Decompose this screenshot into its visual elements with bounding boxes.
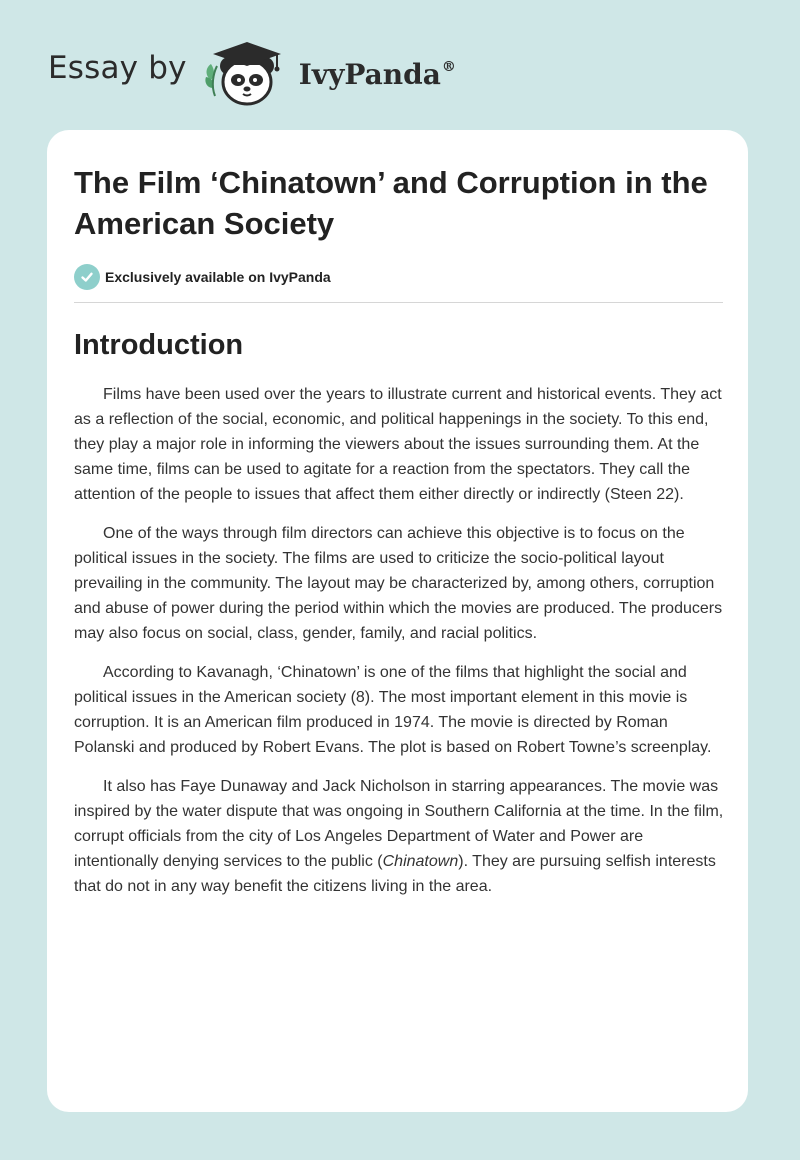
title-divider xyxy=(74,302,723,303)
exclusive-badge xyxy=(74,264,722,290)
paragraph-2: One of the ways through film directors can achieve this objective is to focus on the political issues in the society. The films are used to criticize the socio-political layout prevailing in the community. The layout may be characterized by, among others, corruption and abuse of power during the period within which the movies are produced. The producers may also focus on social, class, gender, family, and racial politics. xyxy=(74,525,723,642)
paragraph-3: According to Kavanagh, ‘Chinatown’ is one of the films that highlight the social and political issues in the American society (8). The most important element in this movie is corruption. It is an American film produced in 1974. The movie is directed by Roman Polanski and produced by Robert Evans. The plot is based on Robert Towne’s screenplay. xyxy=(74,664,712,756)
panda-graduate-icon xyxy=(201,36,293,108)
brand-prefix: Essay by xyxy=(48,50,187,86)
check-circle-icon xyxy=(74,264,100,290)
registered-mark: ® xyxy=(441,59,456,76)
exclusive-badge-text: Exclusively available on IvyPanda xyxy=(105,269,331,285)
film-title-italic: Chinatown xyxy=(382,853,459,870)
brand-name: IvyPanda® xyxy=(298,57,456,91)
essay-title: The Film ‘Chinatown’ and Corruption in the American Society xyxy=(74,165,708,241)
section-heading-introduction: Introduction xyxy=(74,329,244,361)
essay-card xyxy=(47,130,748,1112)
paragraph-4: It also has Faye Dunaway and Jack Nicholson in starring appearances. The movie was inspired by the water dispute that was ongoing in Southern California at the time. In the film, corrupt officials from the city of Los Angeles Department of Water and Power are intentionally denying services to the public (Chinatown). They are pursuing selfish interests that do not in any way benefit the citizens living in the area. xyxy=(74,778,724,895)
brand-header[interactable] xyxy=(48,36,456,108)
paragraph-1: Films have been used over the years to illustrate current and historical events. They act as a reflection of the social, economic, and political happenings in the society. To this end, they play a major role in informing the viewers about the issues surrounding them. At the same time, films can be used to agitate for a reaction from the spectators. They call the attention of the people to issues that affect them either directly or indirectly (Steen 22). xyxy=(74,386,722,503)
